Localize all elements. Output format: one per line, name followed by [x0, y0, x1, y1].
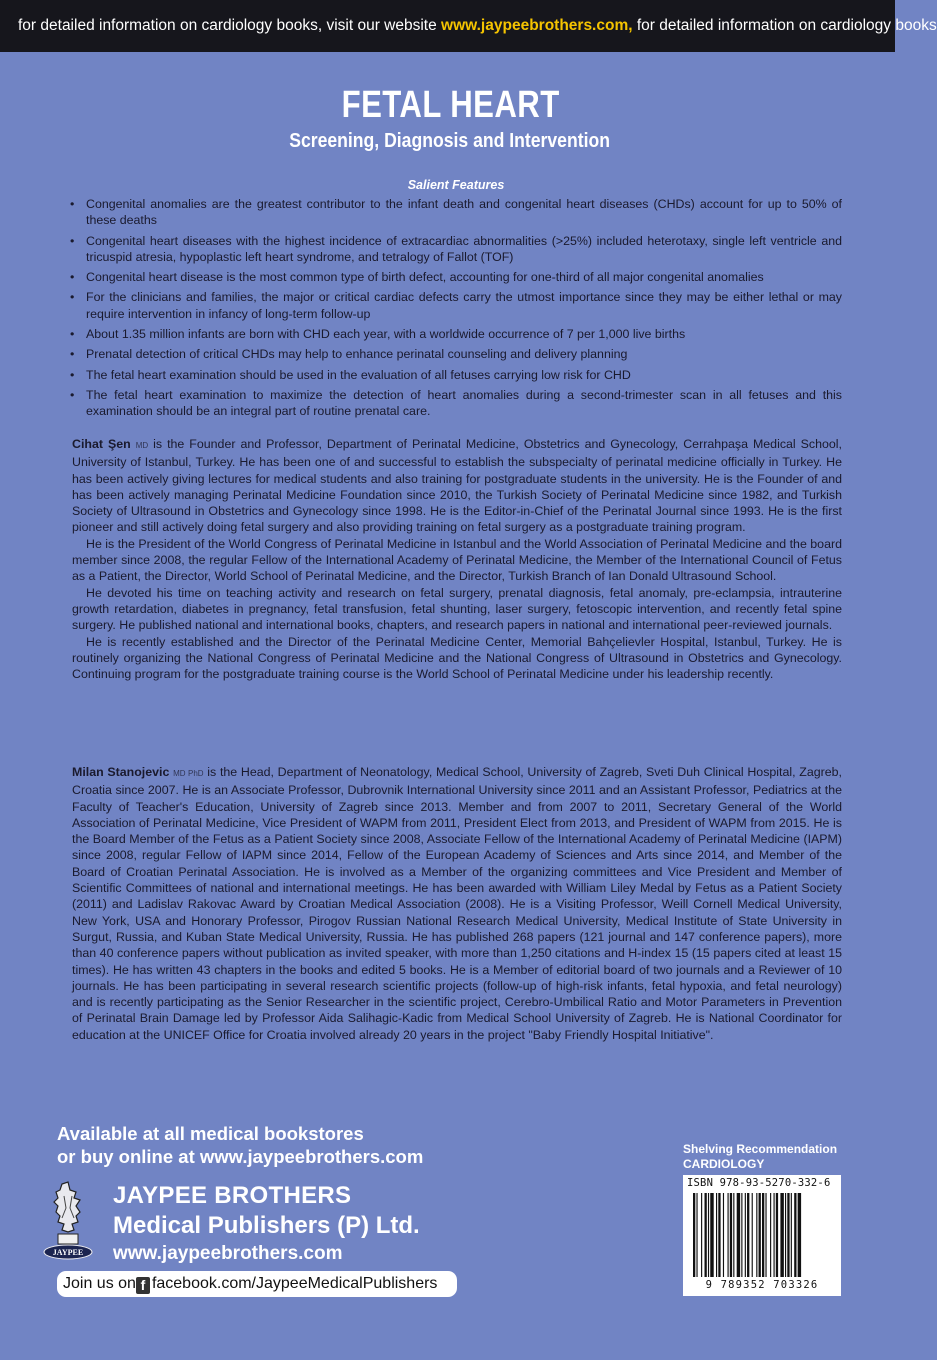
barcode-stripe [741, 1193, 742, 1277]
barcode-stripe [696, 1193, 697, 1277]
barcode-stripe [693, 1193, 695, 1277]
publisher-name-line1: JAYPEE BROTHERS [113, 1182, 352, 1209]
shelving-label: Shelving Recommendation [683, 1142, 838, 1156]
book-subtitle: Screening, Diagnosis and Intervention [289, 130, 610, 152]
barcode-stripe [733, 1193, 734, 1277]
banner-text-after: for detailed information on cardiology books [632, 17, 937, 34]
barcode-stripe [780, 1193, 783, 1277]
author2-para1 [72, 764, 842, 1043]
salient-features-heading: Salient Features [407, 178, 505, 192]
author1-degree: MD [135, 441, 149, 450]
feature-item: • The fetal heart examination should be used in the evaluation of all fetuses carrying low risk for CHD [70, 367, 842, 383]
barcode-stripe [752, 1193, 753, 1277]
facebook-icon: f [136, 1277, 150, 1294]
facebook-prefix: Join us on [63, 1275, 136, 1292]
barcode-stripe [730, 1193, 732, 1277]
barcode-stripe [762, 1193, 764, 1277]
barcode-stripe [774, 1193, 775, 1277]
barcode-stripe [723, 1193, 724, 1277]
facebook-bar[interactable] [57, 1271, 457, 1297]
availability-line2[interactable]: or buy online at www.jaypeebrothers.com [57, 1146, 424, 1167]
feature-item: • Congenital heart disease is the most common type of birth defect, accounting for one-third of all major congenital anomalies [70, 269, 842, 285]
barcode-stripe [759, 1193, 761, 1277]
author2-bio [72, 764, 842, 1043]
barcode-stripe [705, 1193, 707, 1277]
barcode-stripe [756, 1193, 757, 1277]
author1-name: Cihat Şen [72, 437, 131, 451]
barcode-stripe [776, 1193, 778, 1277]
isbn-text: ISBN 978-93-5270-332-6 [687, 1177, 831, 1189]
author2-para1-text: is the Head, Department of Neonatology, Medical School, University of Zagreb, Sveti Duh Clinical Hospital, Zagreb, Croatia since 2007. He is an Associate Professor, Dubrovnik International University since 2011 and an Assistant Professor, Pediatrics at the Faculty of Teacher's Education, University of Zagreb since 2013. Member and from 2007 to 2011, Secretary General of the World Association of Perinatal Medicine, Vice President of WAPM from 2011, President Elect from 2013, and President of WAPM from 2015. He is the Board Member of the Fetus as a Patient Society since 2008, Associate Fellow of the International Academy of Perinatal Medicine (IAPM) since 2008, regular Fellow of IAPM since 2014, Fellow of the European Academy of Sciences and Arts since 2014, and Member of the Board of Croatian Perinatal Association. He is involved as a Member of the organizing committees and Vice President and Member of Scientific Committees of national and international meetings. He has been awarded with William Liley Medal by Fetus as a Patient Society (2011) and Ladislav Rakovac Award by Croatian Medical Association (2008). He is a Visiting Professor, Weill Cornell Medical University, New York, USA and Honorary Professor, Pirogov Russian National Research Medical University, Medical Institute of State University in Surgut, Russia, and Kuban State Medical University, Russia. He has published 268 papers (121 journal and 147 conference papers), more than 40 conference papers without publication as invited speaker, with more than 1,250 citations and H-index 15 (15 papers cited at least 15 times). He has written 43 chapters in the books and edited 5 books. He is a Member of editorial board of two journals and a Reviewer of 10 journals. He has been participating in several research scientific projects (follow-up of high-risk infants, fetal hypoxia, and fetal neurology) and is recently participating as the Senior Researcher in the scientific project, Cerebro-Umbilical Ratio and Motor Parameters in Prevention of Perinatal Brain Damage led by Professor Aida Salihagic-Kadic from Medical School University of Zagreb. He is National Coordinator for education at the UNICEF Office for Croatia involved already 20 years in the project "Baby Friendly Hospital Initiative". [72, 765, 842, 1042]
top-banner [0, 0, 937, 52]
barcode-stripe [716, 1193, 717, 1277]
ean-number: 9 789352 703326 [705, 1279, 819, 1291]
author1-para2: He is the President of the World Congress of Perinatal Medicine in Istanbul and the World Association of Perinatal Medicine and the board member since 2008, the regular Fellow of the International Academy of Perinatal Medicine, the Member of the International Council of Fetus as a Patient, the Director, World School of Perinatal Medicine, and the Director, Turkish Branch of Ian Donald Ultrasound School. [72, 536, 842, 584]
barcode-stripe [785, 1193, 786, 1277]
publisher-block [113, 1181, 420, 1267]
author1-para3: He devoted his time on teaching activity and research on fetal surgery, prenatal diagnosis, fetal anomaly, pre-eclampsia, intrauterine growth retardation, diabetes in pregnancy, fetal transfusion, fetal shunting, laser surgery, fetoscopic intervention, and recently fetal spine surgery. He published national and international books, chapters, and research papers in national and international peer-reviewed journals. [72, 585, 842, 633]
barcode-stripe [791, 1193, 792, 1277]
barcode-stripe [765, 1193, 766, 1277]
shelving-category: CARDIOLOGY [683, 1157, 765, 1171]
barcode-stripe [710, 1193, 713, 1277]
book-title: FETAL HEART [341, 84, 560, 126]
barcode-stripe [701, 1193, 702, 1277]
barcode-stripe [708, 1193, 709, 1277]
feature-item: • For the clinicians and families, the major or critical cardiac defects carry the utmost importance since they may be either lethal or may require intervention in infancy of long-term follow-up [70, 289, 842, 322]
jaypee-logo-icon [32, 1178, 104, 1262]
barcode-stripe [798, 1193, 801, 1277]
barcode-stripe [787, 1193, 789, 1277]
features-list [70, 196, 842, 424]
banner-url[interactable]: www.jaypeebrothers.com, [441, 17, 633, 34]
barcode-stripe [794, 1193, 796, 1277]
publisher-website[interactable]: www.jaypeebrothers.com [113, 1243, 343, 1264]
feature-item: • Prenatal detection of critical CHDs may help to enhance perinatal counseling and delivery planning [70, 346, 842, 362]
feature-item: • About 1.35 million infants are born with CHD each year, with a worldwide occurrence of 7 per 1,000 live births [70, 326, 842, 342]
barcode-stripe [728, 1193, 729, 1277]
barcode-stripe [737, 1193, 740, 1277]
feature-item: • Congenital anomalies are the greatest contributor to the infant death and congenital heart diseases (CHDs) account for up to 50% of these deaths [70, 196, 842, 229]
logo-label: JAYPEE [52, 1248, 84, 1257]
feature-item: • Congenital heart diseases with the highest incidence of extracardiac abnormalities (>25%) included heterotaxy, single left ventricle and tricuspid atresia, hypoplastic left heart syndrome, and tetralogy of Fallot (TOF) [70, 233, 842, 266]
barcode-stripe [770, 1193, 771, 1277]
author2-degree: MD PhD [173, 769, 204, 778]
barcode-stripe [745, 1193, 746, 1277]
author1-para1 [72, 436, 842, 536]
shelving-recommendation [683, 1142, 837, 1172]
availability-line1: Available at all medical bookstores [57, 1123, 364, 1144]
author1-para1-text: is the Founder and Professor, Department of Perinatal Medicine, Obstetrics and Gynecology, Cerrahpaşa Medical School, University of Istanbul, Turkey. He has been one of and successful to establish the subspecialty of perinatal medicine officially in Turkey. He has been actively giving lectures for medical students and also training for postgraduate students in the university. He is the Founder of and has been actively managing Perinatal Medicine Foundation since 2010, the Turkish Society of Perinatal Medicine since 1982, and Turkish Society of Ultrasound in Obstetrics and Gynecology since 1998. He is the Editor-in-Chief of the Perinatal Journal since 1993. He is the first pioneer and still actively doing fetal surgery and also providing training on fetal surgery as a postgraduate training program. [72, 437, 842, 535]
barcode-stripe [718, 1193, 720, 1277]
author1-bio [72, 436, 842, 682]
feature-item: • The fetal heart examination to maximize the detection of heart anomalies during a second-trimester scan in all fetuses and this examination should be an integral part of routine prenatal care. [70, 387, 842, 420]
facebook-url[interactable]: facebook.com/JaypeeMedicalPublishers [151, 1275, 438, 1292]
availability-notice [57, 1122, 423, 1168]
publisher-name-line2: Medical Publishers (P) Ltd. [113, 1212, 420, 1239]
author1-para4: He is recently established and the Director of the Perinatal Medicine Center, Memorial Bahçelievler Hospital, Istanbul, Turkey. He is routinely organizing the National Congress of Perinatal Medicine and the National Congress of Ultrasound in Obstetrics and Gynecology. Continuing program for the postgraduate training course is the World School of Perinatal Medicine under his leadership recently. [72, 634, 842, 682]
barcode-box [683, 1175, 841, 1296]
barcode-stripe [747, 1193, 749, 1277]
author2-name: Milan Stanojevic [72, 765, 170, 779]
barcode-icon [687, 1193, 837, 1279]
banner-text-before: for detailed information on cardiology books, visit our website [18, 17, 442, 34]
